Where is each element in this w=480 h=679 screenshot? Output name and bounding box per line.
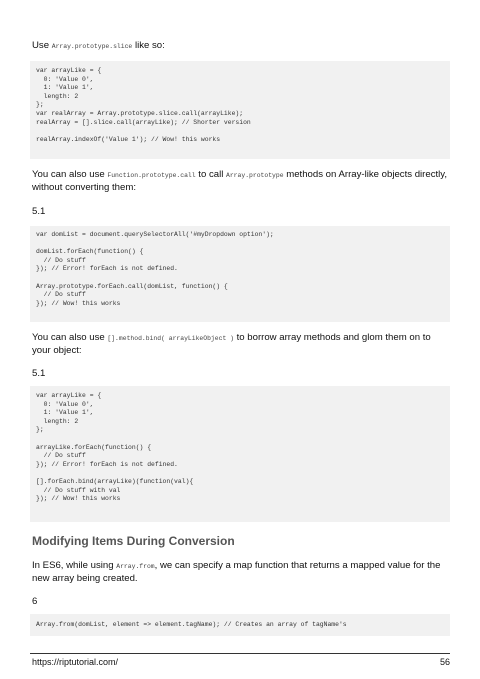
es6-paragraph <box>32 560 450 585</box>
inline-code: Function.prototype.call <box>107 172 196 179</box>
page-number: 56 <box>439 657 450 667</box>
code-text: Array.from(domList, element => element.tagName); // Creates an array of tagName's <box>36 621 347 628</box>
code-text: var arrayLike = { 0: 'Value 0', 1: 'Value 1', length: 2 }; var realArray = Array.prototype.slice.call(arrayLike); realArray = [].slice.call(arrayLike); // Shorter version realArray.indexOf('Value 1'); // Wow! this works <box>36 67 251 143</box>
code-text: var arrayLike = { 0: 'Value 0', 1: 'Value 1', length: 2 }; arrayLike.forEach(function() { // Do stuff }); // Error! forEach is not defined. [].forEach.bind(arrayLike)(function(val){ // Do stuff with val }); // Wow! this works <box>36 392 194 503</box>
text: methods on Array-like objects directly, without converting them: <box>32 169 448 193</box>
text: like so: <box>132 40 165 51</box>
footer-rule <box>30 653 450 654</box>
section-heading: Modifying Items During Conversion <box>32 534 235 548</box>
version-label: 5.1 <box>32 206 46 217</box>
text: , we can specify a map function that returns a mapped value for the new array being created. <box>32 560 441 584</box>
inline-code: Array.prototype.slice <box>51 43 133 50</box>
code-text: var domList = document.querySelectorAll('#myDropdown option'); domList.forEach(function() { // Do stuff }); // Error! forEach is not defined. Array.prototype.forEach.call(domList, function() { // Do stuff }); // Wow! this works <box>36 231 274 307</box>
text: to call <box>195 169 227 180</box>
text: In ES6, while using <box>32 560 117 571</box>
text: to borrow array methods and glom them on to your object: <box>32 332 431 356</box>
inline-code: [].method.bind( arrayLikeObject ) <box>107 335 234 342</box>
code-block-slice <box>30 61 450 159</box>
bind-paragraph <box>32 332 450 357</box>
inline-code: Array.from <box>116 563 155 570</box>
version-label: 6 <box>32 596 38 607</box>
code-block-call <box>30 226 450 322</box>
code-block-bind <box>30 386 450 522</box>
text: You can also use <box>32 169 108 180</box>
code-block-from <box>30 614 450 636</box>
text: You can also use <box>32 332 108 343</box>
footer-url[interactable]: https://riptutorial.com/ <box>32 657 119 667</box>
version-label: 5.1 <box>32 368 46 379</box>
intro-paragraph <box>32 40 450 53</box>
call-paragraph <box>32 169 450 194</box>
text: Use <box>32 40 52 51</box>
inline-code: Array.prototype <box>226 172 284 179</box>
